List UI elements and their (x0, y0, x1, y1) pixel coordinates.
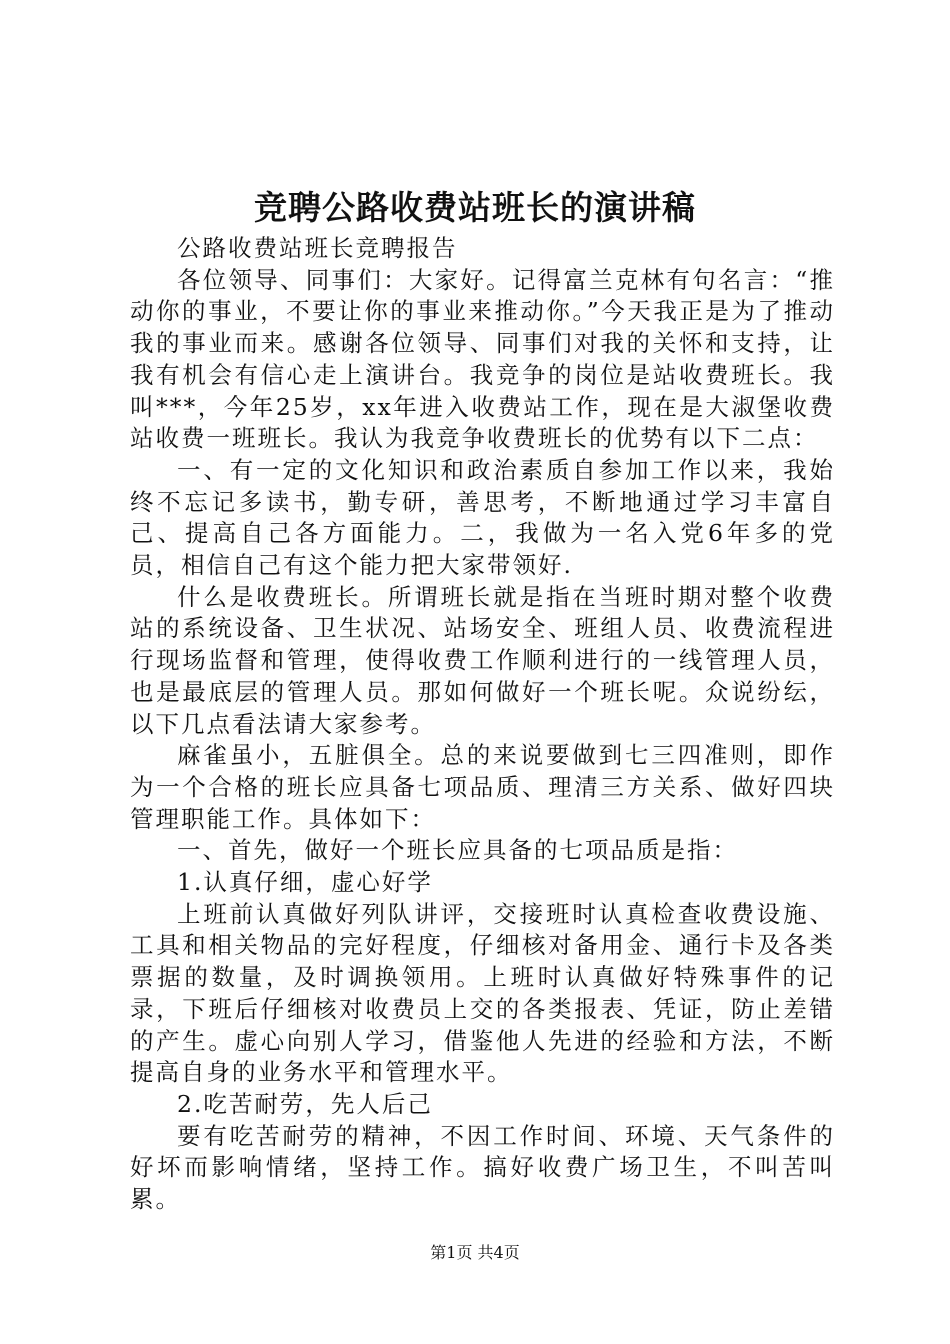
document-body (130, 233, 835, 1216)
paragraph: 各位领导、同事们：大家好。记得富兰克林有句名言：“推动你的事业，不要让你的事业来推动你。”今天我正是为了推动我的事业而来。感谢各位领导、同事们对我的关怀和支持，让我有机会有信心走上演讲台。我竞争的岗位是站收费班长。我叫***，今年25岁，xx年进入收费站工作，现在是大淑堡收费站收费一班班长。我认为我竞争收费班长的优势有以下二点： (130, 265, 835, 453)
paragraph: 什么是收费班长。所谓班长就是指在当班时期对整个收费站的系统设备、卫生状况、站场安全、班组人员、收费流程进行现场监督和管理，使得收费工作顺利进行的一线管理人员，也是最底层的管理人员。那如何做好一个班长呢。众说纷纭，以下几点看法请大家参考。 (130, 582, 835, 738)
paragraph: 一、首先，做好一个班长应具备的七项品质是指： (177, 836, 738, 865)
paragraph-subtitle: 公路收费站班长竞聘报告 (177, 234, 458, 262)
paragraph: 一、有一定的文化知识和政治素质自参加工作以来，我始终不忘记多读书，勤专研，善思考，不断地通过学习丰富自己、提高自己各方面能力。二，我做为一名入党6年多的党员，相信自己有这个能力把大家带领好. (130, 455, 835, 580)
document-title: 竞聘公路收费站班长的演讲稿 (254, 188, 696, 227)
paragraph: 麻雀虽小，五脏俱全。总的来说要做到七三四准则，即作为一个合格的班长应具备七项品质、理清三方关系、做好四块管理职能工作。具体如下： (130, 741, 835, 833)
page-footer: 第1页 共4页 (430, 1243, 520, 1262)
paragraph: 要有吃苦耐劳的精神，不因工作时间、环境、天气条件的好坏而影响情绪，坚持工作。搞好收费广场卫生，不叫苦叫累。 (130, 1121, 835, 1214)
paragraph-heading: 2.吃苦耐劳，先人后己 (177, 1089, 433, 1118)
paragraph-heading: 1.认真仔细，虚心好学 (177, 868, 433, 897)
paragraph: 上班前认真做好列队讲评，交接班时认真检查收费设施、工具和相关物品的完好程度，仔细核对备用金、通行卡及各类票据的数量，及时调换领用。上班时认真做好特殊事件的记录，下班后仔细核对收费员上交的各类报表、凭证，防止差错的产生。虚心向别人学习，借鉴他人先进的经验和方法，不断提高自身的业务水平和管理水平。 (130, 899, 835, 1087)
